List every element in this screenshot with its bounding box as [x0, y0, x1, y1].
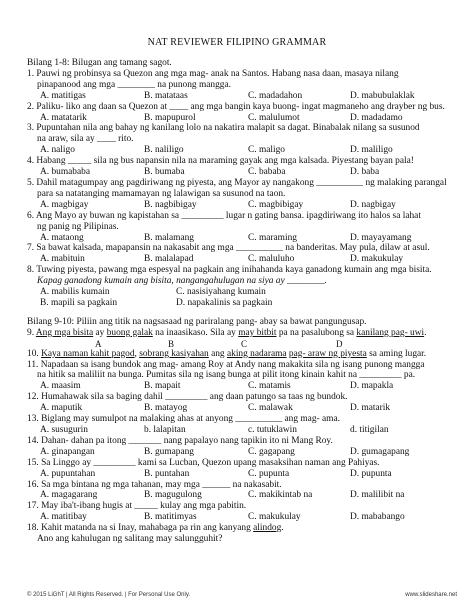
- q9-segment-c[interactable]: may bitbit: [238, 327, 277, 338]
- q17-options: [27, 512, 457, 523]
- q14-text: 14. Dahan- dahan pa itong _______ nang papalayo nang tapikin ito ni Mang Roy.: [27, 435, 333, 446]
- q16-option-b[interactable]: B. magugulong: [144, 490, 202, 501]
- q9-label-d: D: [336, 338, 343, 349]
- q15-option-b[interactable]: B. puntahan: [144, 468, 190, 479]
- q10-text-4: sa aming lugar.: [369, 348, 427, 359]
- q9-text-2: na inaasikaso. Sila ay: [155, 327, 236, 338]
- q9-text-3: pa na pasalubong sa: [278, 327, 355, 338]
- q6-option-b[interactable]: B. malamang: [144, 232, 194, 243]
- q17-option-c[interactable]: C. makukulay: [248, 512, 301, 523]
- q2-option-c[interactable]: C. malulumot: [248, 112, 300, 123]
- q13-text: 13. Biglang may sumulpot na malaking ahas at anyong __________ ang mag- ama.: [27, 414, 340, 425]
- q6-text-cont: ng panig ng Pilipinas.: [37, 221, 119, 232]
- q7-text: 7. Sa bawat kalsada, mapapansin na nakasabit ang mga __________ na banderitas. May pula, dilaw at asul.: [27, 243, 430, 254]
- q9-segment-a[interactable]: Ang mga bisita: [35, 327, 94, 338]
- q14-options: [27, 447, 457, 458]
- q9-text: [27, 328, 457, 339]
- q1-option-c[interactable]: C. madadahon: [248, 90, 303, 101]
- q8-option-d[interactable]: D. napakalinis sa pagkain: [176, 297, 273, 308]
- q8-option-c[interactable]: C. nasisiyahang kumain: [176, 287, 266, 298]
- q14-option-d[interactable]: D. gumagapang: [350, 446, 410, 457]
- q15-options: [27, 469, 457, 480]
- q1-option-d[interactable]: D. mabubulaklak: [350, 90, 415, 101]
- q8-option-b[interactable]: B. mapili sa pagkain: [40, 297, 118, 308]
- q10-number: 10.: [27, 348, 39, 359]
- q5-options: [27, 200, 457, 211]
- q6-option-c[interactable]: C. maraming: [248, 232, 297, 243]
- q5-text: 5. Dahil matagumpay ang pagdiriwang ng piyesta, ang Mayor ay nangakong __________ ng malaking parangal: [27, 177, 447, 188]
- q18-underlined-word: alindog: [253, 523, 282, 534]
- q10-segment-d[interactable]: pag- araw ng piyesta: [288, 348, 367, 359]
- q10-segment-a[interactable]: Kaya naman kahit pagod: [41, 348, 135, 359]
- q11-option-c[interactable]: C. matamis: [248, 381, 291, 392]
- q9-segment-d[interactable]: kanilang pag- uwi: [356, 327, 425, 338]
- q13-options: [27, 425, 457, 436]
- q11-text-cont: na hitik sa maliliit na bunga. Pumitas sila ng isang bunga at pilit itong kinain kahit na _________ pa.: [37, 370, 416, 381]
- q17-text: 17. May iba't-ibang hugis at _____ kulay ang mga pabitin.: [27, 501, 247, 512]
- q15-text: 15. Sa Linggo ay _________ kami sa Lucban, Quezon upang masaksihan naman ang Pahiyas.: [27, 457, 380, 468]
- q1-option-b[interactable]: B. matataas: [144, 90, 188, 101]
- q16-option-a[interactable]: A. magagarang: [40, 490, 98, 501]
- part2-instruction: Bilang 9-10: Piliin ang titik na nagsasaad ng pariralang pang- abay sa bawat pangungusap.: [27, 316, 367, 327]
- q3-text-cont: na araw, sila ay ____ rito.: [37, 134, 134, 145]
- footer-url[interactable]: www.slideshare.net: [405, 592, 457, 598]
- q16-options: [27, 490, 457, 501]
- footer-copyright: © 2015 LiGhT | All Rights Reserved. | For Personal Use Only.: [27, 592, 191, 598]
- q5-option-d[interactable]: D. nagbigay: [350, 199, 396, 210]
- q9-label-a: A: [95, 338, 102, 349]
- q11-option-d[interactable]: D. mapakla: [350, 381, 394, 392]
- q9-segment-b[interactable]: buong galak: [106, 327, 153, 338]
- q4-option-a[interactable]: A. bumababa: [40, 167, 90, 178]
- q18-text-end: .: [281, 523, 284, 534]
- q14-option-b[interactable]: B. gumapang: [144, 446, 194, 457]
- q1-options: [27, 91, 457, 102]
- q13-option-c[interactable]: c. tutuklawin: [248, 425, 297, 435]
- q8-option-a[interactable]: A. mabilis kumain: [40, 287, 110, 298]
- q12-option-a[interactable]: A. maputik: [40, 403, 83, 414]
- q4-options: [27, 167, 457, 178]
- q6-option-a[interactable]: A. mataong: [40, 232, 84, 243]
- q2-text: 2. Paliku- liko ang daan sa Quezon at ____ ang mga bangin kaya buong- ingat magmaneho ang drayber ng bus.: [27, 101, 445, 112]
- q12-text: 12. Humahawak sila sa baging dahil _________ ang daan patungo sa taas ng bundok.: [27, 392, 348, 403]
- q6-options: [27, 233, 457, 244]
- q12-option-b[interactable]: B. matayog: [144, 403, 188, 414]
- q10-text: [27, 349, 457, 360]
- q16-option-c[interactable]: C. makikintab na: [248, 490, 313, 501]
- q7-option-b[interactable]: B. malalapad: [144, 254, 194, 265]
- q17-option-b[interactable]: B. matitimyas: [144, 512, 197, 523]
- q14-option-a[interactable]: A. ginapangan: [40, 446, 95, 457]
- q15-option-c[interactable]: C. pupunta: [248, 468, 290, 479]
- q8-text: 8. Tuwing piyesta, pawang mga espesyal na pagkain ang inihahanda kaya ganadong kumain ang mga bisita.: [27, 265, 432, 276]
- q5-option-a[interactable]: A. magbigay: [40, 199, 89, 210]
- q5-text-cont: para sa natatanging mamamayan ng lalawigan sa susunod na taon.: [37, 188, 286, 199]
- q11-text: 11. Napadaan sa isang bundok ang mag- amang Roy at Andy nang makakita sila ng isang punong mangga: [27, 359, 425, 370]
- q1-text-cont: pinapanood ang mga ________ na punong mangga.: [37, 79, 231, 90]
- q9-text-4: .: [424, 327, 427, 338]
- q15-option-d[interactable]: D. pupunta: [350, 468, 392, 479]
- q12-options: [27, 403, 457, 414]
- q14-option-c[interactable]: C. gagapang: [248, 446, 295, 457]
- q9-number: 9.: [27, 327, 35, 338]
- q12-option-d[interactable]: D. matarik: [350, 403, 391, 414]
- q11-option-a[interactable]: A. maasim: [40, 381, 81, 392]
- q18-question: Ano ang kahulugan ng salitang may salungguhit?: [37, 534, 223, 545]
- q7-option-d[interactable]: D. makukulay: [350, 254, 404, 265]
- q3-text: 3. Pupuntahan nila ang bahay ng kanilang lolo na nakatira malapit sa dagat. Binabalak nilang sa susunod: [27, 123, 420, 134]
- q8-options-row2: [27, 298, 457, 309]
- q7-option-a[interactable]: A. mabituin: [40, 254, 85, 265]
- q2-option-a[interactable]: A. matatarik: [40, 112, 87, 123]
- q3-option-d[interactable]: D. maliligo: [350, 145, 393, 156]
- q7-options: [27, 254, 457, 265]
- q10-text-2: ang: [211, 348, 225, 359]
- q4-option-d[interactable]: D. baba: [350, 167, 380, 178]
- q17-option-a[interactable]: A. matitibay: [40, 512, 87, 523]
- q18-text-main: 18. Kahit matanda na si Inay, mahabaga pa rin ang kanyang: [27, 523, 251, 534]
- q3-option-c[interactable]: C. maligo: [248, 145, 285, 156]
- q17-option-d[interactable]: D. mababango: [350, 512, 405, 523]
- part1-instruction: Bilang 1-8: Bilugan ang tamang sagot.: [27, 58, 172, 68]
- q4-option-c[interactable]: C. bababa: [248, 167, 286, 178]
- page-footer: [27, 592, 457, 598]
- q1-option-a[interactable]: A. matitigas: [40, 90, 86, 101]
- q2-options: [27, 113, 457, 124]
- q2-option-d[interactable]: D. madadamo: [350, 112, 403, 123]
- q13-option-d[interactable]: d. titigilan: [350, 425, 389, 435]
- q7-option-c[interactable]: C. maluluho: [248, 254, 295, 265]
- q11-options: [27, 381, 457, 392]
- q10-text-1: ,: [134, 348, 137, 359]
- q4-text: 4. Habang _____ sila ng bus napansin nila na maraming gayak ang mga kalsada. Piyestang bayan pala!: [27, 156, 414, 167]
- q1-text: 1. Pauwi ng probinsya sa Quezon ang mga mag- anak na Santos. Habang nasa daan, masaya nilang: [27, 68, 399, 79]
- q16-text: 16. Sa mga bintana ng mga tahanan, may mga ______ na nakasabit.: [27, 479, 282, 490]
- q13-option-b[interactable]: b. lalapitan: [144, 425, 186, 435]
- q18-text: [27, 523, 457, 534]
- q5-option-c[interactable]: C. magbibigay: [248, 199, 304, 210]
- q5-option-b[interactable]: B. nagbibigay: [144, 199, 197, 210]
- q10-segment-c[interactable]: aking nadarama: [226, 348, 287, 359]
- page-title: NAT REVIEWER FILIPINO GRAMMAR: [147, 37, 327, 48]
- q16-option-d[interactable]: D. malilibit na: [350, 490, 405, 501]
- q3-option-b[interactable]: B. naliligo: [144, 145, 184, 156]
- section-gap: [27, 309, 457, 317]
- q9-letter-labels: [27, 339, 457, 349]
- q9-text-1: ay: [95, 327, 105, 338]
- q3-option-a[interactable]: A. naligo: [40, 145, 75, 156]
- q13-option-a[interactable]: A. susugurin: [40, 425, 88, 435]
- q8-options-row1: [27, 287, 457, 298]
- q6-text: 6. Ang Mayo ay buwan ng kapistahan sa _________ lugar n gating bansa. ipagdiriwang ito halos sa lahat: [27, 210, 421, 221]
- q10-segment-b[interactable]: sobrang kasiyahan: [139, 348, 209, 359]
- q4-option-b[interactable]: B. bumaba: [144, 167, 185, 178]
- q15-option-a[interactable]: A. pupuntahan: [40, 468, 96, 479]
- worksheet-content: [27, 58, 457, 545]
- q11-option-b[interactable]: B. mapait: [144, 381, 181, 392]
- q9-label-b: B: [168, 338, 175, 349]
- q9-label-c: C: [241, 338, 248, 349]
- q6-option-d[interactable]: D. mayayamang: [350, 232, 412, 243]
- q12-option-c[interactable]: C. malawak: [248, 403, 293, 414]
- q3-options: [27, 145, 457, 156]
- q8-text-cont: Kapag ganadong kumain ang bisita, nangangahulugan na siya ay ________.: [37, 276, 327, 287]
- q2-option-b[interactable]: B. mapupurol: [144, 112, 196, 123]
